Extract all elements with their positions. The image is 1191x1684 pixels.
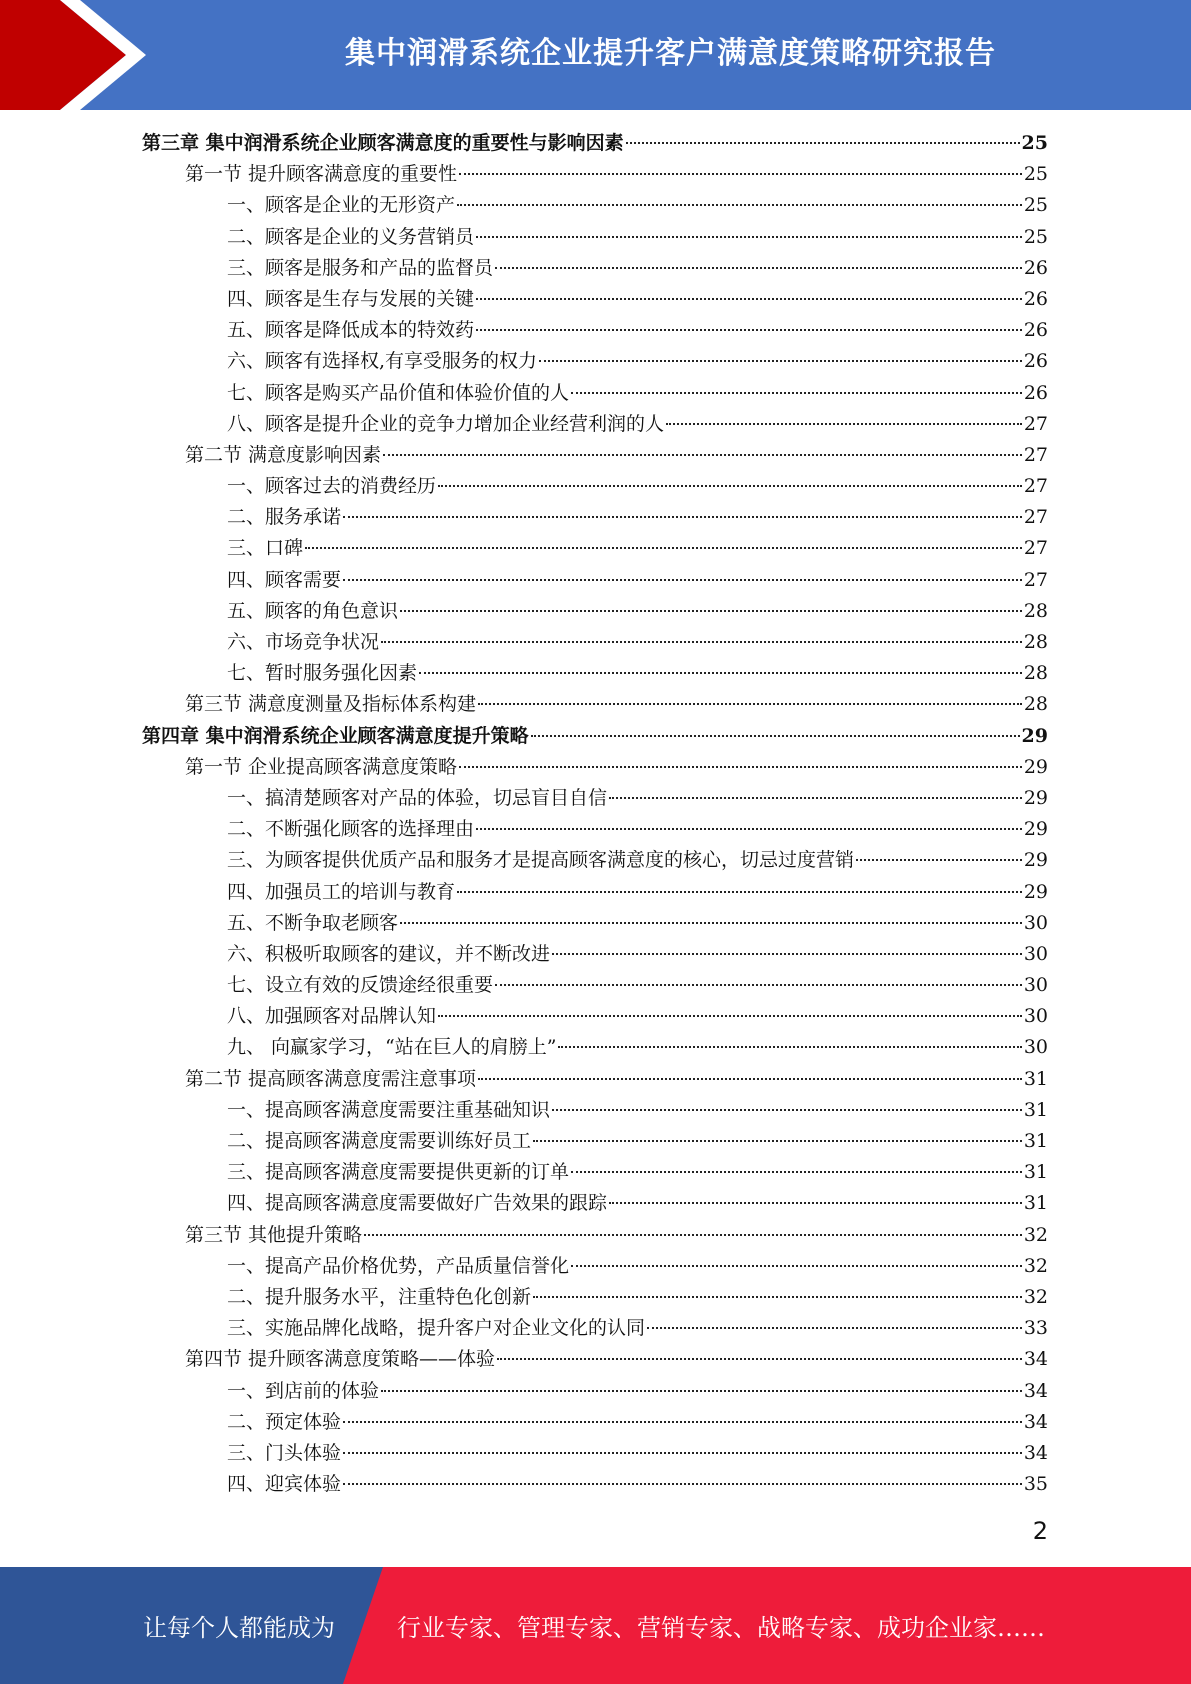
dot-leader: [343, 1452, 1022, 1454]
toc-entry-page: 30: [1023, 1036, 1048, 1059]
toc-entry-label: 六、市场竞争状况: [227, 631, 380, 653]
toc-section-entry[interactable]: [142, 1064, 1048, 1095]
dot-leader: [383, 454, 1022, 456]
toc-entry-label: 三、口碑: [227, 537, 304, 560]
toc-subsection-entry[interactable]: [142, 533, 1048, 564]
toc-subsection-entry[interactable]: [142, 1001, 1048, 1032]
toc-entry-label: 五、顾客是降低成本的特效药: [227, 319, 475, 342]
toc-subsection-entry[interactable]: [142, 845, 1048, 876]
toc-subsection-entry[interactable]: [142, 315, 1048, 346]
toc-subsection-entry[interactable]: [142, 346, 1048, 377]
toc-section-entry[interactable]: [142, 752, 1048, 783]
toc-entry-label: 六、积极听取顾客的建议，并不断改进: [227, 942, 551, 965]
toc-section-entry[interactable]: [142, 440, 1048, 471]
toc-entry-label: 二、不断强化顾客的选择理由: [227, 818, 475, 841]
dot-leader: [438, 485, 1022, 487]
dot-leader: [552, 953, 1022, 955]
footer-slogan-right: 行业专家、管理专家、营销专家、战略专家、成功企业家……: [397, 1614, 1045, 1642]
toc-entry-page: 27: [1023, 506, 1048, 529]
toc-entry-page: 25: [1021, 132, 1048, 154]
toc-subsection-entry[interactable]: [142, 814, 1048, 845]
toc-entry-page: 27: [1023, 475, 1048, 498]
toc-subsection-entry[interactable]: [142, 502, 1048, 533]
toc-subsection-entry[interactable]: [142, 1282, 1048, 1313]
toc-entry-label: 一、顾客是企业的无形资产: [227, 194, 456, 217]
toc-entry-label: 一、提高产品价格优势，产品质量信誉化: [227, 1254, 570, 1277]
footer-band: [0, 1567, 1191, 1684]
dot-leader: [419, 672, 1022, 674]
toc-entry-page: 29: [1023, 786, 1048, 809]
toc-entry-label: 三、为顾客提供优质产品和服务才是提高顾客满意度的核心，切忌过度营销: [227, 849, 855, 872]
dot-leader: [478, 703, 1022, 705]
toc-entry-label: 二、提高顾客满意度需要训练好员工: [227, 1130, 532, 1152]
toc-entry-label: 一、提高顾客满意度需要注重基础知识: [227, 1098, 551, 1121]
toc-entry-page: 28: [1023, 599, 1048, 622]
toc-entry-label: 四、提高顾客满意度需要做好广告效果的跟踪: [227, 1192, 608, 1215]
toc-subsection-entry[interactable]: [142, 783, 1048, 814]
toc-entry-label: 四、顾客需要: [227, 568, 342, 591]
toc-entry-label: 二、预定体验: [227, 1410, 342, 1433]
toc-entry-page: 26: [1023, 350, 1048, 373]
dot-leader: [533, 1140, 1022, 1142]
dot-leader: [495, 267, 1022, 269]
toc-subsection-entry[interactable]: [142, 877, 1048, 908]
footer-slogan-left: 让每个人都能成为: [143, 1614, 335, 1642]
toc-entry-label: 第四节 提升顾客满意度策略——体验: [185, 1348, 496, 1371]
toc-entry-page: 27: [1023, 537, 1048, 560]
toc-entry-label: 三、实施品牌化战略，提升客户对企业文化的认同: [227, 1317, 646, 1340]
dot-leader: [343, 516, 1022, 518]
dot-leader: [571, 1265, 1022, 1267]
dot-leader: [626, 142, 1020, 144]
toc-entry-label: 二、服务承诺: [227, 506, 342, 529]
toc-entry-page: 33: [1023, 1317, 1048, 1340]
toc-entry-page: 26: [1023, 319, 1048, 342]
toc-entry-page: 34: [1023, 1410, 1048, 1433]
toc-subsection-entry[interactable]: [142, 190, 1048, 221]
dot-leader: [609, 797, 1022, 799]
dot-leader: [381, 641, 1022, 643]
toc-entry-page: 30: [1023, 974, 1048, 997]
toc-entry-page: 30: [1023, 942, 1048, 965]
toc-chapter-entry[interactable]: [142, 721, 1048, 752]
toc-entry-label: 四、顾客是生存与发展的关键: [227, 287, 475, 310]
toc-entry-label: 四、加强员工的培训与教育: [227, 880, 456, 903]
chevron-arrow-icon: [0, 0, 160, 110]
toc-subsection-entry[interactable]: [142, 596, 1048, 627]
toc-entry-page: 31: [1023, 1161, 1048, 1184]
toc-subsection-entry[interactable]: [142, 1313, 1048, 1344]
dot-leader: [343, 579, 1022, 581]
dot-leader: [305, 547, 1022, 549]
toc-entry-page: 34: [1023, 1348, 1048, 1371]
dot-leader: [531, 735, 1020, 737]
toc-entry-page: 26: [1023, 381, 1048, 404]
toc-subsection-entry[interactable]: [142, 409, 1048, 440]
page-number: 2: [1032, 1517, 1048, 1545]
toc-entry-label: 七、暂时服务强化因素: [227, 662, 418, 685]
toc-entry-page: 34: [1023, 1379, 1048, 1402]
dot-leader: [476, 236, 1022, 238]
toc-entry-page: 28: [1023, 631, 1048, 653]
toc-entry-page: 29: [1023, 818, 1048, 841]
toc-entry-page: 25: [1023, 163, 1048, 186]
dot-leader: [571, 392, 1022, 394]
toc-entry-label: 九、 向赢家学习，“站在巨人的肩膀上”: [227, 1036, 557, 1059]
dot-leader: [495, 984, 1022, 986]
toc-subsection-entry[interactable]: [142, 378, 1048, 409]
toc-entry-page: 30: [1023, 1005, 1048, 1028]
toc-entry-label: 四、迎宾体验: [227, 1473, 342, 1496]
toc-entry-page: 32: [1023, 1285, 1048, 1308]
toc-subsection-entry[interactable]: [142, 1438, 1048, 1469]
toc-entry-label: 第一节 企业提高顾客满意度策略: [185, 755, 458, 778]
toc-entry-label: 三、顾客是服务和产品的监督员: [227, 256, 494, 279]
dot-leader: [647, 1327, 1022, 1329]
toc-subsection-entry[interactable]: [142, 565, 1048, 596]
toc-entry-page: 28: [1023, 693, 1048, 716]
dot-leader: [343, 1483, 1022, 1485]
toc-entry-label: 第三节 其他提升策略: [185, 1223, 363, 1246]
toc-entry-page: 28: [1023, 662, 1048, 685]
toc-entry-page: 30: [1023, 911, 1048, 934]
toc-entry-page: 29: [1021, 724, 1048, 747]
dot-leader: [856, 859, 1022, 861]
dot-leader: [343, 1421, 1022, 1423]
toc-entry-page: 25: [1023, 194, 1048, 217]
toc-entry-label: 五、不断争取老顾客: [227, 911, 399, 934]
toc-entry-page: 25: [1023, 225, 1048, 248]
toc-subsection-entry[interactable]: [142, 471, 1048, 502]
toc-entry-label: 二、顾客是企业的义务营销员: [227, 225, 475, 248]
toc-entry-page: 27: [1023, 568, 1048, 591]
dot-leader: [497, 1358, 1022, 1360]
dot-leader: [476, 298, 1022, 300]
dot-leader: [364, 1234, 1022, 1236]
toc-subsection-entry[interactable]: [142, 1032, 1048, 1063]
dot-leader: [533, 1296, 1022, 1298]
toc-subsection-entry[interactable]: [142, 1126, 1048, 1157]
toc-entry-page: 32: [1023, 1223, 1048, 1246]
header-band: [0, 0, 1191, 110]
toc-entry-label: 第四章 集中润滑系统企业顾客满意度提升策略: [142, 724, 529, 747]
toc-subsection-entry[interactable]: [142, 939, 1048, 970]
toc-subsection-entry[interactable]: [142, 1469, 1048, 1500]
toc-entry-page: 29: [1023, 880, 1048, 903]
toc-subsection-entry[interactable]: [142, 1095, 1048, 1126]
toc-entry-label: 一、到店前的体验: [227, 1379, 380, 1402]
dot-leader: [400, 610, 1022, 612]
dot-leader: [666, 423, 1022, 425]
toc-entry-label: 五、顾客的角色意识: [227, 599, 399, 622]
toc-subsection-entry[interactable]: [142, 908, 1048, 939]
dot-leader: [609, 1202, 1022, 1204]
toc-entry-page: 35: [1023, 1473, 1048, 1496]
toc-entry-page: 34: [1023, 1441, 1048, 1464]
toc-subsection-entry[interactable]: [142, 1376, 1048, 1407]
toc-entry-page: 32: [1023, 1254, 1048, 1277]
toc-entry-label: 八、顾客是提升企业的竞争力增加企业经营利润的人: [227, 412, 665, 435]
dot-leader: [476, 828, 1022, 830]
toc-subsection-entry[interactable]: [142, 1157, 1048, 1188]
document-title: 集中润滑系统企业提升客户满意度策略研究报告: [345, 36, 996, 71]
toc-entry-label: 七、顾客是购买产品价值和体验价值的人: [227, 381, 570, 404]
toc-subsection-entry[interactable]: [142, 284, 1048, 315]
dot-leader: [459, 766, 1022, 768]
toc-subsection-entry[interactable]: [142, 1251, 1048, 1282]
toc-entry-page: 26: [1023, 256, 1048, 279]
toc-entry-label: 八、加强顾客对品牌认知: [227, 1005, 437, 1028]
dot-leader: [539, 360, 1022, 362]
toc-subsection-entry[interactable]: [142, 1188, 1048, 1219]
toc-section-entry[interactable]: [142, 159, 1048, 190]
dot-leader: [459, 173, 1022, 175]
dot-leader: [571, 1171, 1022, 1173]
toc-entry-label: 三、提高顾客满意度需要提供更新的订单: [227, 1161, 570, 1184]
toc-section-entry[interactable]: [142, 1344, 1048, 1375]
toc-entry-label: 七、设立有效的反馈途经很重要: [227, 974, 494, 997]
toc-entry-label: 第三节 满意度测量及指标体系构建: [185, 693, 477, 716]
toc-subsection-entry[interactable]: [142, 970, 1048, 1001]
dot-leader: [558, 1046, 1021, 1048]
toc-entry-label: 三、门头体验: [227, 1441, 342, 1464]
toc-entry-page: 29: [1023, 755, 1048, 778]
dot-leader: [400, 922, 1022, 924]
toc-entry-label: 一、搞清楚顾客对产品的体验，切忌盲目自信: [227, 786, 608, 809]
toc-entry-label: 二、提升服务水平，注重特色化创新: [227, 1285, 532, 1308]
toc-entry-page: 27: [1023, 443, 1048, 466]
dot-leader: [552, 1109, 1022, 1111]
toc-chapter-entry[interactable]: [142, 128, 1048, 159]
toc-entry-label: 第三章 集中润滑系统企业顾客满意度的重要性与影响因素: [142, 132, 624, 154]
toc-entry-page: 31: [1023, 1098, 1048, 1121]
dot-leader: [381, 1390, 1022, 1392]
toc-entry-label: 六、顾客有选择权,有享受服务的权力: [227, 350, 538, 373]
toc-entry-page: 31: [1023, 1130, 1048, 1152]
toc-entry-page: 26: [1023, 287, 1048, 310]
dot-leader: [476, 329, 1022, 331]
toc-entry-page: 31: [1023, 1192, 1048, 1215]
toc-subsection-entry[interactable]: [142, 627, 1048, 658]
toc-entry-label: 第二节 提高顾客满意度需注意事项: [185, 1067, 477, 1090]
toc-entry-label: 第二节 满意度影响因素: [185, 443, 382, 466]
toc-subsection-entry[interactable]: [142, 658, 1048, 689]
toc-subsection-entry[interactable]: [142, 1407, 1048, 1438]
dot-leader: [457, 891, 1022, 893]
toc-entry-page: 29: [1023, 849, 1048, 872]
dot-leader: [457, 204, 1022, 206]
toc-subsection-entry[interactable]: [142, 253, 1048, 284]
table-of-contents: [142, 128, 1048, 1500]
toc-entry-page: 31: [1023, 1067, 1048, 1090]
toc-section-entry[interactable]: [142, 1220, 1048, 1251]
toc-section-entry[interactable]: [142, 689, 1048, 720]
dot-leader: [438, 1015, 1022, 1017]
toc-entry-label: 一、顾客过去的消费经历: [227, 475, 437, 498]
dot-leader: [478, 1078, 1022, 1080]
toc-entry-page: 27: [1023, 412, 1048, 435]
toc-subsection-entry[interactable]: [142, 222, 1048, 253]
toc-entry-label: 第一节 提升顾客满意度的重要性: [185, 163, 458, 186]
